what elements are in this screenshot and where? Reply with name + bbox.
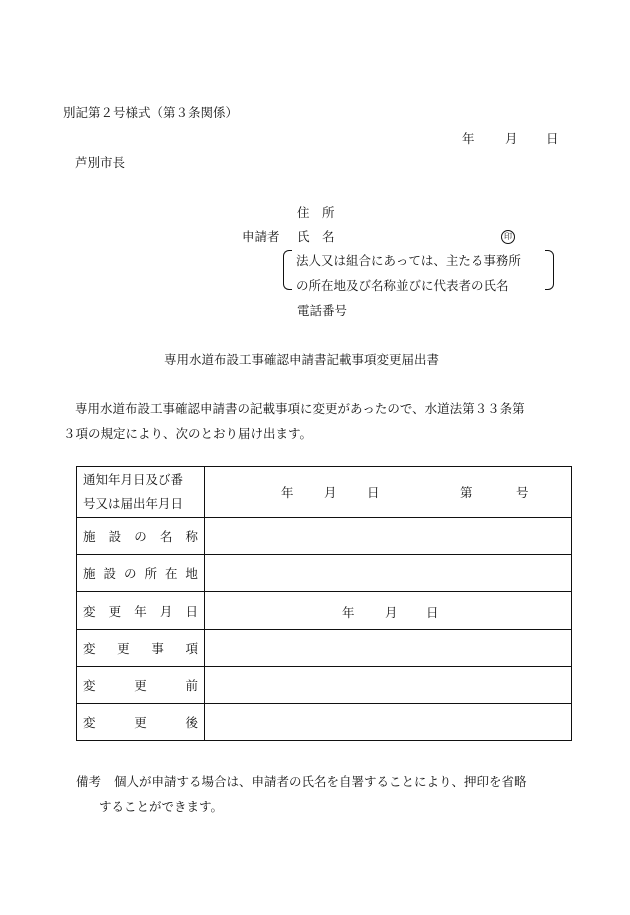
label-char: 更	[117, 641, 130, 656]
row-label-notice-date	[77, 467, 205, 518]
row-label-line: 通知年月日及び番	[83, 472, 184, 487]
row-label-text	[83, 676, 198, 694]
label-char: 変	[83, 641, 96, 656]
row-label-after	[77, 704, 205, 741]
row-label-text	[83, 713, 198, 731]
label-char: 事	[151, 641, 164, 656]
label-char: 設	[108, 529, 122, 544]
label-char: 施	[83, 529, 96, 544]
label-char: 年	[134, 603, 147, 619]
address-label: 住 所	[297, 205, 335, 220]
notice-go: 号	[516, 485, 529, 500]
label-char: 更	[134, 678, 147, 693]
body-line1: 専用水道布設工事確認申請書の記載事項に変更があったので、水道法第３３条第	[75, 401, 525, 416]
row-label-text	[83, 639, 198, 657]
table-row	[77, 667, 572, 704]
facility-name-value[interactable]	[205, 518, 572, 555]
bracket-left	[283, 250, 292, 290]
notice-date-value[interactable]	[205, 467, 572, 518]
notice-dai: 第	[460, 485, 473, 500]
label-char: 施	[83, 566, 96, 581]
change-date-value[interactable]	[205, 592, 572, 630]
label-char: 後	[185, 715, 198, 730]
label-char: 在	[164, 566, 178, 581]
label-char: 項	[185, 641, 198, 656]
change-day: 日	[426, 605, 439, 620]
notification-table	[76, 466, 572, 741]
label-char: 更	[134, 715, 147, 730]
label-char: 変	[83, 603, 96, 619]
label-char: 日	[185, 603, 198, 619]
row-label-line: 号又は届出年月日	[83, 496, 184, 511]
label-char: の	[123, 566, 137, 581]
date-year: 年	[462, 131, 475, 146]
date-day: 日	[546, 131, 559, 146]
form-id: 別記第２号様式（第３条関係）	[63, 105, 239, 120]
addressee: 芦別市長	[75, 155, 126, 170]
facility-location-value[interactable]	[205, 555, 572, 592]
label-char: 所	[144, 566, 157, 581]
label-char: 変	[83, 715, 96, 730]
row-label-before	[77, 667, 205, 704]
label-char: 前	[185, 678, 198, 693]
remarks-label: 備考	[76, 774, 102, 789]
row-label-facility-location	[77, 555, 205, 592]
name-label: 氏 名	[297, 229, 335, 244]
seal-icon: 印	[501, 230, 515, 244]
table-row	[77, 518, 572, 555]
table-row	[77, 467, 572, 518]
label-char: 名	[159, 529, 173, 544]
corporate-note-line2: の所在地及び名称並びに代表者の氏名	[296, 278, 509, 293]
applicant-heading: 申請者	[242, 229, 280, 244]
row-label-facility-name	[77, 518, 205, 555]
table-row	[77, 704, 572, 741]
label-char: 称	[185, 529, 198, 544]
notice-year: 年	[281, 485, 294, 500]
body-line2: ３項の規定により、次のとおり届け出ます。	[63, 426, 313, 441]
notice-day: 日	[367, 485, 380, 500]
remarks-line2: することができます。	[99, 799, 224, 814]
table-row	[77, 555, 572, 592]
corporate-note-line1: 法人又は組合にあっては、主たる事務所	[296, 253, 521, 268]
phone-label: 電話番号	[297, 303, 348, 318]
table-row	[77, 630, 572, 667]
label-char: 設	[103, 566, 116, 581]
row-label-text	[83, 602, 198, 620]
row-label-text	[83, 564, 198, 582]
after-value[interactable]	[205, 704, 572, 741]
label-char: の	[134, 529, 147, 544]
table-row	[77, 592, 572, 630]
label-char: 変	[83, 678, 96, 693]
label-char: 地	[185, 566, 198, 581]
change-year: 年	[342, 605, 355, 620]
remarks-line1: 個人が申請する場合は、申請者の氏名を自署することにより、押印を省略	[114, 774, 527, 789]
date-month: 月	[505, 131, 518, 146]
row-label-change-date	[77, 592, 205, 630]
row-label-change-item	[77, 630, 205, 667]
label-char: 更	[108, 603, 122, 619]
document-title: 専用水道布設工事確認申請書記載事項変更届出書	[164, 352, 440, 367]
label-char: 月	[159, 603, 173, 619]
change-item-value[interactable]	[205, 630, 572, 667]
change-month: 月	[385, 605, 398, 620]
bracket-right	[545, 250, 554, 290]
before-value[interactable]	[205, 667, 572, 704]
seal-mark	[501, 227, 515, 244]
row-label-text	[83, 527, 198, 545]
notice-month: 月	[324, 485, 337, 500]
